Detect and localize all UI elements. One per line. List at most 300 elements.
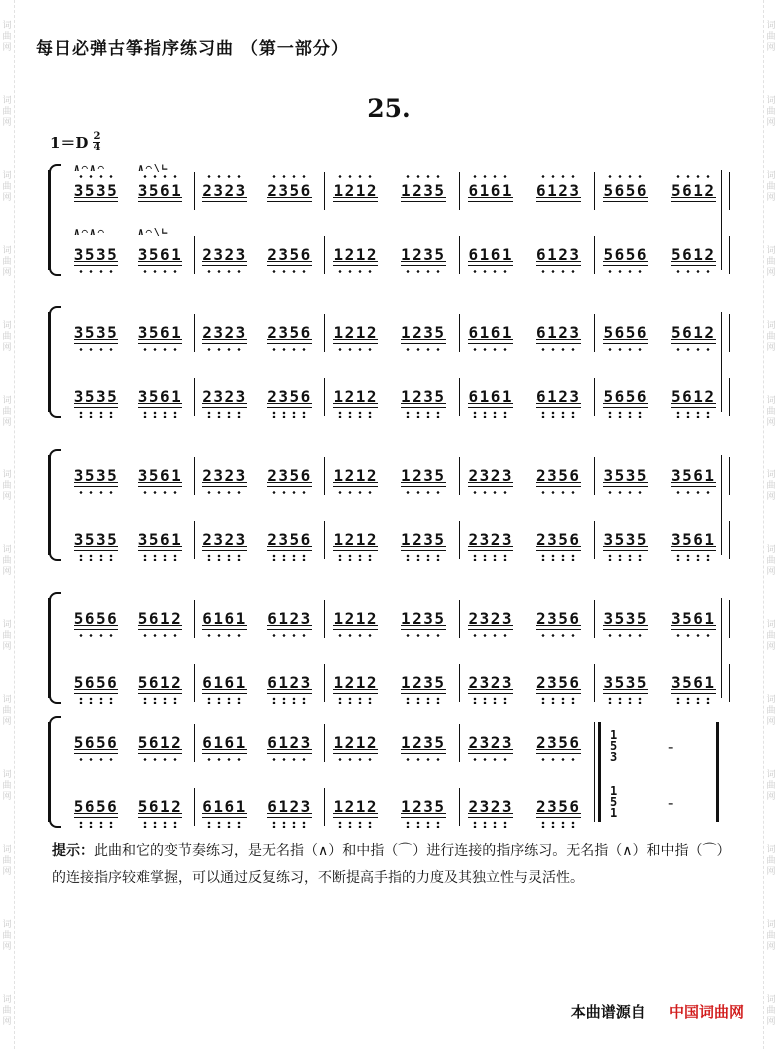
note-group: 2356 (536, 466, 581, 486)
watermark-mark: 词 曲 网 (2, 395, 12, 428)
final-barline (716, 722, 719, 822)
footer (571, 1001, 744, 1022)
key-label: 1＝D (50, 134, 89, 152)
watermark-mark: 词 曲 网 (2, 545, 12, 578)
upper-staff-line (60, 163, 724, 206)
note-group: 3561 (138, 387, 183, 407)
note-group: 2323 (468, 733, 513, 753)
watermark-mark: 词 曲 网 (766, 545, 776, 578)
octave-dots (269, 758, 310, 761)
note-group: 3561 (671, 530, 716, 550)
note-group: 5612 (138, 797, 183, 817)
hint-label: 提示： (52, 843, 94, 859)
note-group: 3535 (603, 530, 648, 550)
note-group: 6161 (202, 797, 247, 817)
note-group: 3561 (138, 530, 183, 550)
note-group: 1235 (401, 466, 446, 486)
note-group: 3561 ∧⌒\∟ (138, 245, 183, 265)
note-group: 3561 ∧⌒\∟ (138, 181, 183, 201)
measure (64, 728, 192, 758)
watermark-mark: 词 曲 网 (766, 994, 776, 1027)
measure (192, 382, 322, 412)
note-group: 1235 (401, 245, 446, 265)
octave-dots (269, 697, 310, 704)
watermark-mark: 词 曲 网 (2, 920, 12, 953)
note-group: 1235 (401, 733, 446, 753)
measure (457, 382, 592, 412)
measure (192, 461, 322, 491)
note-group: 2356 (267, 466, 312, 486)
octave-dots (470, 348, 511, 351)
octave-dots (140, 411, 181, 418)
octave-dots (335, 758, 376, 761)
score-system (48, 455, 724, 555)
octave-dots (335, 270, 376, 273)
repeat-barline-thick (598, 722, 601, 822)
note-group: 6161 (202, 733, 247, 753)
octave-dots (470, 697, 511, 704)
note-group: 1212 (333, 323, 378, 343)
note-group: 3535 ∧⌒∧⌒ (74, 181, 119, 201)
octave-dots (76, 821, 117, 828)
octave-dots (335, 491, 376, 494)
measure (457, 461, 592, 491)
octave-dots (204, 175, 245, 178)
octave-dots (605, 348, 646, 351)
measure (457, 318, 592, 348)
octave-dots (470, 634, 511, 637)
octave-dots (335, 348, 376, 351)
measure (64, 668, 192, 698)
octave-dots (538, 491, 579, 494)
note-group: 2323 (468, 466, 513, 486)
octave-dots (605, 554, 646, 561)
octave-dots (673, 554, 714, 561)
watermark-mark: 词 曲 网 (766, 170, 776, 203)
barline (729, 172, 730, 210)
measure (592, 461, 727, 491)
octave-dots (76, 491, 117, 494)
note-group: 1212 (333, 733, 378, 753)
octave-dots (76, 348, 117, 351)
octave-dots (335, 634, 376, 637)
watermark-mark: 词 曲 网 (2, 20, 12, 53)
upper-staff-line (60, 728, 724, 758)
note-group: 1235 (401, 181, 446, 201)
lower-staff-line (60, 382, 724, 412)
octave-dots (204, 348, 245, 351)
fingering-marks: ∧⌒∧⌒ (73, 227, 106, 238)
octave-dots (140, 554, 181, 561)
note-group: 2323 (468, 530, 513, 550)
octave-dots (538, 697, 579, 704)
note-group: 3535 (603, 673, 648, 693)
note-group: 1235 (401, 387, 446, 407)
octave-dots (204, 270, 245, 273)
note-group: 6161 (468, 387, 513, 407)
measure (592, 525, 727, 555)
watermark-mark: 词 曲 网 (2, 845, 12, 878)
note-group: 5612 (138, 609, 183, 629)
octave-dots (605, 491, 646, 494)
octave-dots (538, 554, 579, 561)
octave-dots (335, 697, 376, 704)
watermark-mark: 词 曲 网 (2, 95, 12, 128)
octave-dots (605, 270, 646, 273)
hint-paragraph (52, 838, 732, 892)
barline (729, 457, 730, 495)
measure (457, 525, 592, 555)
octave-dots (538, 411, 579, 418)
octave-dots (403, 175, 444, 178)
watermark-mark: 词 曲 网 (766, 845, 776, 878)
note-group: 6161 (202, 673, 247, 693)
measure (457, 240, 592, 270)
hint-text: 此曲和它的变节奏练习，是无名指（∧）和中指（⌒）进行连接的指序练习。无名指（∧）和中指（⌒）的连接指序较难掌握，可以通过反复练习，不断提高手指的力度及其独立性与灵活性。 (52, 843, 731, 886)
measure (592, 382, 727, 412)
note-group: 2356 (536, 530, 581, 550)
octave-dots (335, 821, 376, 828)
watermark-mark: 词 曲 网 (2, 170, 12, 203)
barline (729, 236, 730, 274)
octave-dots (403, 348, 444, 351)
note-group: 5656 (603, 387, 648, 407)
right-watermark-strip (763, 0, 778, 1049)
fingering-marks: ∧⌒∧⌒ (73, 163, 106, 174)
note-group: 6161 (202, 609, 247, 629)
watermark-mark: 词 曲 网 (766, 20, 776, 53)
octave-dots (335, 175, 376, 178)
ending-chord: 1 5 3 (610, 728, 618, 764)
note-group: 2356 (536, 609, 581, 629)
octave-dots (76, 634, 117, 637)
note-group: 3535 (74, 387, 119, 407)
octave-dots (269, 491, 310, 494)
octave-dots (269, 411, 310, 418)
measure (457, 668, 592, 698)
left-watermark-strip (0, 0, 15, 1049)
octave-dots (140, 758, 181, 761)
octave-dots (673, 175, 714, 178)
note-group: 1212 (333, 797, 378, 817)
note-group: 5612 (671, 181, 716, 201)
note-group: 6123 (267, 609, 312, 629)
page-header-title: 每日必弹古筝指序练习曲 （第一部分） (36, 39, 349, 59)
system-end-barline (721, 455, 722, 555)
octave-dots (605, 697, 646, 704)
octave-dots (269, 821, 310, 828)
watermark-mark: 词 曲 网 (766, 920, 776, 953)
note-group: 1235 (401, 323, 446, 343)
note-group: 6161 (468, 181, 513, 201)
note-group: 2356 (267, 245, 312, 265)
note-group: 2323 (202, 245, 247, 265)
octave-dots (470, 554, 511, 561)
measure (322, 318, 457, 348)
measure (592, 240, 727, 270)
watermark-mark: 词 曲 网 (766, 395, 776, 428)
system-end-barline (721, 170, 722, 270)
octave-dots (538, 175, 579, 178)
barline (729, 314, 730, 352)
measure (322, 461, 457, 491)
note-group: 1212 (333, 609, 378, 629)
note-group: 5656 (603, 245, 648, 265)
octave-dots (470, 491, 511, 494)
octave-dots (204, 634, 245, 637)
watermark-mark: 词 曲 网 (766, 470, 776, 503)
octave-dots (76, 270, 117, 273)
note-group: 3535 (74, 530, 119, 550)
score-system (48, 722, 724, 822)
upper-staff-line (60, 461, 724, 491)
octave-dots (538, 821, 579, 828)
upper-staff-line (60, 318, 724, 348)
measure (322, 792, 457, 822)
system-end-barline (721, 312, 722, 412)
note-group: 3561 (138, 323, 183, 343)
octave-dots (140, 634, 181, 637)
lower-staff-line (60, 525, 724, 555)
octave-dots (605, 634, 646, 637)
note-group: 1235 (401, 609, 446, 629)
sustain-dash: - (668, 794, 674, 812)
watermark-mark: 词 曲 网 (2, 245, 12, 278)
measure (592, 668, 727, 698)
watermark-mark: 词 曲 网 (766, 695, 776, 728)
watermark-mark: 词 曲 网 (766, 320, 776, 353)
watermark-mark: 词 曲 网 (2, 620, 12, 653)
note-group: 5612 (138, 733, 183, 753)
note-group: 2323 (202, 387, 247, 407)
note-group: 1212 (333, 466, 378, 486)
note-group: 5612 (671, 323, 716, 343)
octave-dots (403, 758, 444, 761)
octave-dots (538, 634, 579, 637)
octave-dots (269, 348, 310, 351)
note-group: 2356 (536, 673, 581, 693)
octave-dots (673, 491, 714, 494)
octave-dots (403, 697, 444, 704)
score-system (48, 598, 724, 698)
octave-dots (269, 554, 310, 561)
octave-dots (140, 697, 181, 704)
note-group: 5656 (603, 181, 648, 201)
note-group: 1235 (401, 797, 446, 817)
note-group: 6123 (536, 323, 581, 343)
octave-dots (403, 411, 444, 418)
note-group: 6161 (468, 245, 513, 265)
score-system (48, 312, 724, 412)
upper-staff-line (60, 604, 724, 634)
time-bottom: 4 (93, 142, 101, 153)
octave-dots (140, 348, 181, 351)
measure (192, 792, 322, 822)
octave-dots (204, 758, 245, 761)
note-group: 5612 (671, 245, 716, 265)
octave-dots (403, 554, 444, 561)
fingering-marks: ∧⌒\∟ (137, 163, 170, 174)
note-group: 1212 (333, 245, 378, 265)
note-group: 2356 (267, 181, 312, 201)
octave-dots (673, 348, 714, 351)
note-group: 6123 (536, 387, 581, 407)
measure (322, 604, 457, 634)
measure (592, 318, 727, 348)
note-group: 1212 (333, 673, 378, 693)
note-group: 1212 (333, 181, 378, 201)
note-group: 3535 ∧⌒∧⌒ (74, 245, 119, 265)
time-top: 2 (93, 131, 101, 142)
repeat-barline-thin (594, 722, 595, 822)
octave-dots (403, 270, 444, 273)
octave-dots (470, 758, 511, 761)
watermark-mark: 词 曲 网 (2, 994, 12, 1027)
measure (322, 525, 457, 555)
octave-dots (403, 491, 444, 494)
measure (322, 668, 457, 698)
watermark-mark: 词 曲 网 (766, 95, 776, 128)
note-group: 2323 (202, 466, 247, 486)
time-signature (93, 132, 100, 153)
octave-dots (76, 411, 117, 418)
note-group: 6123 (267, 673, 312, 693)
measure (192, 240, 322, 270)
note-group: 2356 (536, 797, 581, 817)
measure (457, 176, 592, 206)
measure (322, 728, 457, 758)
note-group: 3561 (138, 466, 183, 486)
octave-dots (538, 270, 579, 273)
note-group: 1212 (333, 387, 378, 407)
octave-dots (538, 758, 579, 761)
note-group: 2323 (468, 673, 513, 693)
ending-chord: 1 5 1 (610, 784, 618, 820)
octave-dots (335, 554, 376, 561)
footer-site-link[interactable]: 中国词曲网 (668, 1003, 744, 1021)
note-group: 6123 (267, 733, 312, 753)
lower-staff-line (60, 668, 724, 698)
octave-dots (470, 175, 511, 178)
octave-dots (538, 348, 579, 351)
note-group: 2323 (468, 609, 513, 629)
key-signature (50, 132, 100, 153)
measure (64, 604, 192, 634)
barline (729, 664, 730, 702)
octave-dots (470, 411, 511, 418)
measure (192, 525, 322, 555)
octave-dots (403, 821, 444, 828)
note-group: 5656 (74, 733, 119, 753)
note-group: 5656 (603, 323, 648, 343)
note-group: 3535 (603, 609, 648, 629)
octave-dots (204, 491, 245, 494)
measure (322, 382, 457, 412)
system-end-barline (721, 598, 722, 698)
measure (64, 318, 192, 348)
note-group: 2323 (202, 181, 247, 201)
octave-dots (140, 821, 181, 828)
octave-dots (673, 697, 714, 704)
watermark-mark: 词 曲 网 (2, 695, 12, 728)
octave-dots (269, 175, 310, 178)
measure (457, 792, 592, 822)
octave-dots (204, 554, 245, 561)
note-group: 5612 (671, 387, 716, 407)
measure (192, 728, 322, 758)
score-system (48, 163, 724, 270)
note-group: 6123 (267, 797, 312, 817)
measure (322, 176, 457, 206)
measure (64, 792, 192, 822)
barline (729, 521, 730, 559)
note-group: 5656 (74, 673, 119, 693)
note-group: 1235 (401, 673, 446, 693)
note-group: 3535 (74, 323, 119, 343)
note-group: 2323 (202, 323, 247, 343)
footer-source-label: 本曲谱源自 (570, 1003, 646, 1021)
octave-dots (335, 411, 376, 418)
octave-dots (76, 697, 117, 704)
lower-staff-line (60, 792, 724, 822)
measure (64, 461, 192, 491)
note-group: 2356 (267, 387, 312, 407)
octave-dots (269, 270, 310, 273)
octave-dots (204, 697, 245, 704)
watermark-mark: 词 曲 网 (766, 620, 776, 653)
measure (457, 728, 592, 758)
measure (457, 604, 592, 634)
octave-dots (673, 411, 714, 418)
note-group: 2356 (267, 323, 312, 343)
note-group: 6123 (536, 245, 581, 265)
watermark-mark: 词 曲 网 (766, 245, 776, 278)
note-group: 1235 (401, 530, 446, 550)
octave-dots (76, 554, 117, 561)
octave-dots (204, 821, 245, 828)
measure (192, 668, 322, 698)
note-group: 3561 (671, 609, 716, 629)
note-group: 2356 (536, 733, 581, 753)
note-group: 2323 (468, 797, 513, 817)
fingering-marks: ∧⌒\∟ (137, 227, 170, 238)
octave-dots (204, 411, 245, 418)
measure (64, 163, 192, 206)
piece-number: 25. (367, 94, 411, 123)
note-group: 5656 (74, 797, 119, 817)
barline (729, 378, 730, 416)
note-group: 6123 (536, 181, 581, 201)
measure (192, 318, 322, 348)
watermark-mark: 词 曲 网 (2, 320, 12, 353)
note-group: 2356 (267, 530, 312, 550)
note-group: 5656 (74, 609, 119, 629)
octave-dots (403, 634, 444, 637)
measure (322, 240, 457, 270)
note-group: 3535 (74, 466, 119, 486)
measure (592, 604, 727, 634)
watermark-mark: 词 曲 网 (2, 770, 12, 803)
octave-dots (269, 634, 310, 637)
note-group: 2323 (202, 530, 247, 550)
note-group: 3561 (671, 673, 716, 693)
sustain-dash: - (668, 738, 674, 756)
octave-dots (76, 758, 117, 761)
barline (729, 600, 730, 638)
note-group: 3535 (603, 466, 648, 486)
measure (192, 176, 322, 206)
measure (592, 176, 727, 206)
